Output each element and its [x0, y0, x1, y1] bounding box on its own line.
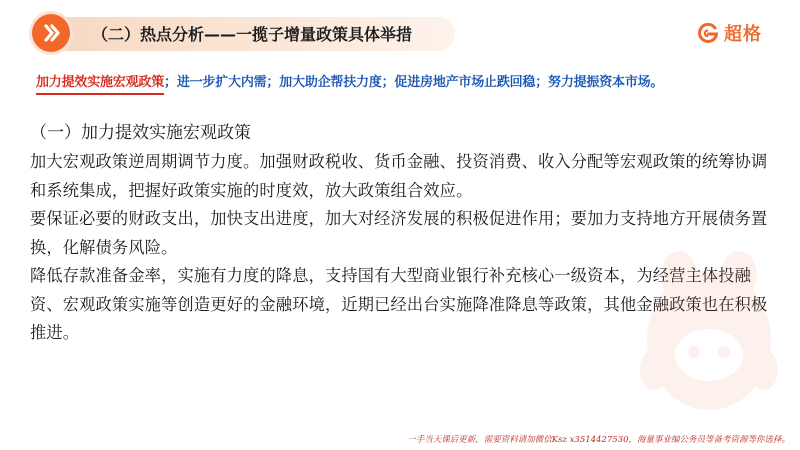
paragraph: 加大宏观政策逆周期调节力度。加强财政税收、货币金融、投资消费、收入分配等宏观政策的统筹协调和系统集成，把握好政策实施的时度效，放大政策组合效应。 — [30, 152, 768, 200]
footer-note: 一手当天课后更新，需要资料请加微信Ksz x3514427530，海量事业编公务员等备考资源等你选择。 — [407, 435, 790, 445]
brand-name: 超格 — [724, 24, 762, 45]
banner-key-phrase: 加力提效实施宏观政策 — [36, 75, 164, 90]
banner-underline — [36, 93, 164, 95]
paragraph: 降低存款准备金率，实施有力度的降息，支持国有大型商业银行补充核心一级资本，为经营主体投融资、宏观政策实施等创造更好的金融环境，近期已经出台实施降准降息等政策，其他金融政策也在积极推进。 — [30, 266, 768, 342]
mascot-watermark-icon — [624, 220, 794, 430]
brand-g-icon — [697, 22, 719, 44]
banner-rest-text: ；进一步扩大内需；加大助企帮扶力度；促进房地产市场止跌回稳；努力提振资本市场。 — [164, 75, 664, 90]
chevron-right-icon — [32, 14, 70, 52]
page-title: （二）热点分析——一揽子增量政策具体举措 — [92, 25, 413, 44]
brand-logo — [697, 20, 762, 46]
paragraph: 要保证必要的财政支出，加快支出进度，加大对经济发展的积极促进作用；要加力支持地方开展债务置换，化解债务风险。 — [30, 209, 768, 257]
key-measures-banner — [36, 71, 776, 90]
section-title: （一）加力提效实施宏观政策 — [30, 123, 251, 143]
